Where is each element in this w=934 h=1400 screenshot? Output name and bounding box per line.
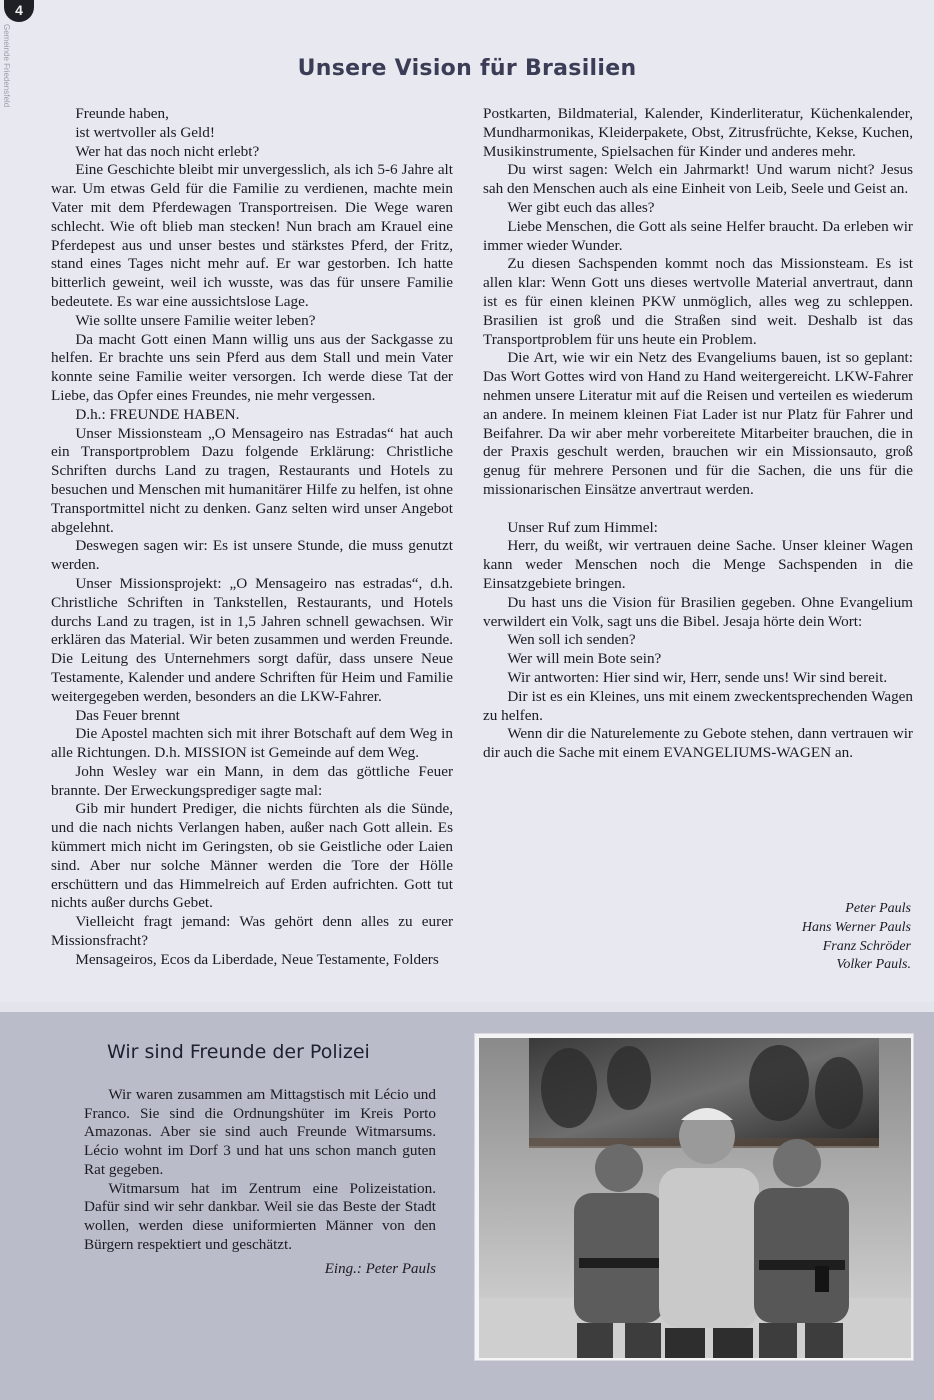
left-column-paragraph: Mensageiros, Ecos da Liberdade, Neue Testamente, Folders bbox=[75, 950, 439, 968]
right-column-paragraph: Herr, du weißt, wir vertrauen deine Sache. Unser kleiner Wagen kann weder Menschen noch die Menge Sachspenden in die Einsatzgebiete bringen. bbox=[483, 537, 913, 592]
left-column-paragraph: ist wertvoller als Geld! bbox=[75, 123, 215, 141]
photo-frame bbox=[474, 1033, 914, 1361]
signature-name: Franz Schröder bbox=[822, 938, 911, 954]
page-number: 4 bbox=[4, 0, 34, 22]
right-column-paragraph: Du wirst sagen: Welch ein Jahrmarkt! Und warum nicht? Jesus sah den Menschen auch als eine Einheit von Leib, Seele und Geist an. bbox=[483, 161, 913, 198]
left-column-paragraph: Wie sollte unsere Familie weiter leben? bbox=[75, 311, 316, 329]
right-column-paragraph: Unser Ruf zum Himmel: bbox=[507, 518, 658, 536]
left-column-paragraph: Da macht Gott einen Mann willig uns aus der Sackgasse zu helfen. Er brachte uns sein Pferd aus dem Stall und mein Vater konnte seine Familie weiter versorgen. Ich werde diese Tat der Liebe, das Opfer eines Freundes, nie mehr vergessen. bbox=[51, 330, 453, 404]
right-column-paragraph: Du hast uns die Vision für Brasilien gegeben. Ohne Evangelium verwildert ein Volk, sagt uns die Bibel. Jesaja hörte dein Wort: bbox=[483, 593, 913, 630]
right-column-paragraph: Dir ist es ein Kleines, uns mit einem zweckentsprechenden Wagen zu helfen. bbox=[483, 687, 913, 724]
left-column-paragraph: Freunde haben, bbox=[75, 105, 169, 122]
police-article-paragraph: Wir waren zusammen am Mittagstisch mit Lécio und Franco. Sie sind die Ordnungshüter im Kreis Porto Amazonas. Aber sie sind auch Freunde Witmarsums. Lécio wohnt im Dorf 3 und hat uns schon manch guten Rat gegeben. bbox=[84, 1086, 436, 1178]
left-column-paragraph: Wer hat das noch nicht erlebt? bbox=[75, 142, 260, 160]
police-article-body bbox=[84, 1086, 436, 1254]
right-column-paragraph: Wenn dir die Naturelemente zu Gebote stehen, dann vertrauen wir dir auch die Sache mit einem EVANGELIUMS-WAGEN an. bbox=[483, 725, 913, 762]
police-article-title: Wir sind Freunde der Polizei bbox=[107, 1041, 370, 1063]
right-column-paragraph: Postkarten, Bildmaterial, Kalender, Kinderliteratur, Küchenkalender, Mundharmonikas, Kleiderpakete, Obst, Zitrusfrüchte, Kekse, Kuchen, Musikinstrumente, Spielsachen für Kinder und anderes mehr. bbox=[483, 105, 913, 160]
left-column-paragraph: Deswegen sagen wir: Es ist unsere Stunde, die muss genutzt werden. bbox=[51, 537, 453, 574]
signature-name: Hans Werner Pauls bbox=[801, 919, 911, 935]
police-article-paragraph: Witmarsum hat im Zentrum eine Polizeistation. Dafür sind wir sehr dankbar. Weil sie das Beste der Stadt wollen, werden diese uniformierten Männer von den Bürgern respektiert und geschätzt. bbox=[84, 1179, 436, 1253]
left-column-paragraph: Eine Geschichte bleibt mir unvergesslich, als ich 5-6 Jahre alt war. Um etwas Geld für die Familie zu verdienen, machte mein Vater mit dem Pferdewagen Transportreisen. Die Wege waren schlecht. Wie oft blieb man stecken! Nun brach am Krauel eine Pferdepest aus und unser bestes und stärkstes Pferd, der Fritz, stand eines Tages nicht mehr auf. Er war gestorben. Ich hatte bitterlich geweint, weil ich wusste, was das für unsere Familie bedeutete. Es war eine aussichtslose Lage. bbox=[51, 161, 453, 310]
article-title: Unsere Vision für Brasilien bbox=[297, 56, 637, 81]
left-column-paragraph: D.h.: FREUNDE HABEN. bbox=[75, 405, 240, 423]
right-column-paragraph: Wen soll ich senden? bbox=[507, 631, 636, 649]
left-column bbox=[51, 105, 453, 970]
right-column-paragraph: Wer will mein Bote sein? bbox=[507, 650, 662, 668]
left-column-paragraph: Die Apostel machten sich mit ihrer Botschaft auf dem Weg in alle Richtungen. D.h. MISSION ist Gemeinde auf dem Weg. bbox=[51, 725, 453, 762]
right-column bbox=[483, 105, 913, 763]
right-column-paragraph: Die Art, wie wir ein Netz des Evangeliums bauen, ist so geplant: Das Wort Gottes wird von Hand zu Hand weitergereicht. LKW-Fahrer nehmen unsere Literatur mit auf die Reisen und verteilen es wiederum an andere. In meinem kleinen Fiat Lader ist nur Platz für Fahrer und Beifahrer. Da wir aber mehr vorbereitete Mitarbeiter brauchen, die in der Praxis geschult werden, brauchen wir ein Missionsauto, groß genug für mehrere Personen und für die Sachen, die uns für die missionarischen Einsätze anvertraut werden. bbox=[483, 349, 913, 498]
left-column-paragraph: Vielleicht fragt jemand: Was gehört denn alles zu eurer Missionsfracht? bbox=[51, 913, 453, 950]
right-column-paragraph: Wir antworten: Hier sind wir, Herr, sende uns! Wir sind bereit. bbox=[507, 668, 888, 686]
left-column-paragraph: Gib mir hundert Prediger, die nichts fürchten als die Sünde, und die nach nichts Verlangen haben, außer nach Gott allein. Es kümmert mich nicht im Geringsten, ob sie Geistliche oder Laien sind. Aber nur solche Männer werden die Tore der Hölle erschüttern und das Himmelreich auf Erden aufrichten. Gott tut nichts außer durchs Gebet. bbox=[51, 800, 453, 912]
police-article-author: Eing.: Peter Pauls bbox=[324, 1261, 436, 1277]
signature-name: Peter Pauls bbox=[845, 901, 911, 916]
left-column-paragraph: Unser Missionsprojekt: „O Mensageiro nas estradas“, d.h. Christliche Schriften in Tankstellen, Restaurants, und Hotels durchs Land zu tragen, ist in 1,5 Jahren schnell gewachsen. Wir erklären das Material. Wir beten zusammen und werden Freunde. Die Leitung des Unternehmers sorgt dafür, dass unsere Neue Testamente, Kalender und andere Schriften für Heim und Familie weitergegeben werden, besonders an die LKW-Fahrer. bbox=[51, 574, 453, 705]
right-column-paragraph: Wer gibt euch das alles? bbox=[507, 198, 655, 216]
side-strip-text: Gemeinde Friedensfeld bbox=[2, 24, 11, 108]
right-column-paragraph: Liebe Menschen, die Gott als seine Helfer braucht. Da erleben wir immer wieder Wunder. bbox=[483, 217, 913, 254]
signature-block bbox=[802, 900, 911, 975]
right-column-paragraph: Zu diesen Sachspenden kommt noch das Missionsteam. Es ist allen klar: Wenn Gott uns dieses wertvolle Material anvertraut, dann ist es für einen kleinen PKW unmöglich, alles weg zu schleppen. Brasilien ist groß und die Straßen sind weit. Deshalb ist das Transportproblem für uns heute ein Problem. bbox=[483, 255, 913, 348]
signature-name: Volker Pauls. bbox=[836, 957, 911, 973]
side-strip bbox=[0, 22, 12, 142]
left-column-paragraph: John Wesley war ein Mann, in dem das göttliche Feuer brannte. Der Erweckungsprediger sagte mal: bbox=[51, 762, 453, 799]
left-column-paragraph: Das Feuer brennt bbox=[75, 706, 180, 724]
group-photo bbox=[479, 1038, 911, 1358]
left-column-paragraph: Unser Missionsteam „O Mensageiro nas Estradas“ hat auch ein Transportproblem Dazu folgende Erklärung: Christliche Schriften durchs Land zu tragen, Restaurants und Hotels zu besuchen und Menschen mit humanitärer Hilfe zu helfen, ist ohne Transportmittel nicht zu denken. Ganz selten wird unser Angebot abgelehnt. bbox=[51, 424, 453, 536]
